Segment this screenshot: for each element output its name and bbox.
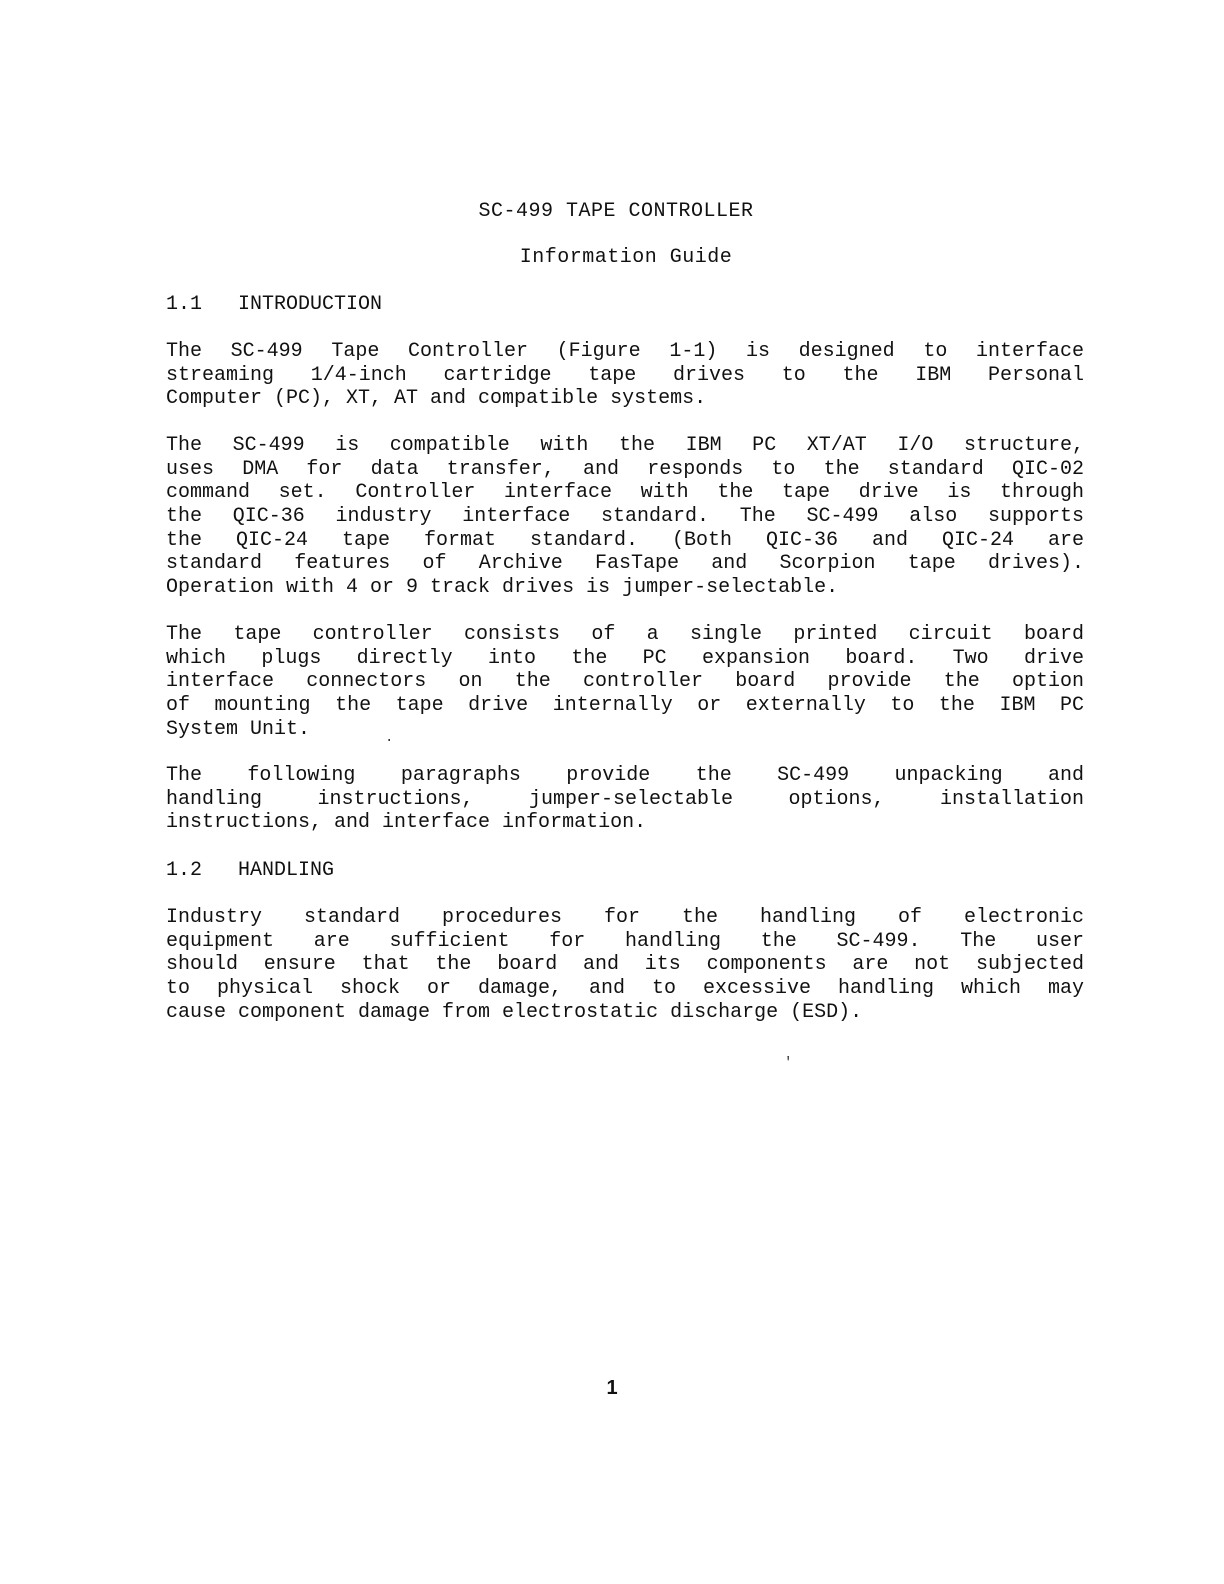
paragraph-intro-4 — [166, 764, 1084, 835]
paragraph-line: instructions, and interface information. — [166, 811, 647, 835]
paragraph-line: to physical shock or damage, and to excessive handling which may — [166, 977, 1084, 1001]
paragraph-intro-2 — [166, 434, 1084, 600]
paragraph-line: The SC-499 Tape Controller (Figure 1-1) is designed to interface — [166, 340, 1084, 363]
section-heading-introduction: 1.1 INTRODUCTION — [166, 293, 383, 316]
paragraph-line: the QIC-24 tape format standard. (Both QIC-36 and QIC-24 are — [166, 528, 1084, 552]
paragraph-line: The tape controller consists of a single printed circuit board — [166, 623, 1084, 646]
stray-tick-mark: ′ — [784, 1055, 793, 1071]
paragraph-line: The SC-499 is compatible with the IBM PC XT/AT I/O structure, — [166, 434, 1084, 457]
document-subtitle: Information Guide — [519, 246, 733, 269]
document-title: SC-499 TAPE CONTROLLER — [478, 200, 754, 223]
paragraph-line: Industry standard procedures for the handling of electronic — [166, 906, 1084, 929]
paragraph-line: should ensure that the board and its components are not subjected — [166, 953, 1084, 977]
paragraph-line: interface connectors on the controller board provide the option — [166, 670, 1084, 694]
paragraph-handling-1 — [166, 906, 1084, 1024]
paragraph-intro-3 — [166, 623, 1084, 741]
paragraph-line: streaming 1/4-inch cartridge tape drives to the IBM Personal — [166, 363, 1084, 387]
paragraph-line: equipment are sufficient for handling the SC-499. The user — [166, 929, 1084, 953]
paragraph-line: uses DMA for data transfer, and responds to the standard QIC-02 — [166, 457, 1084, 481]
paragraph-line: The following paragraphs provide the SC-499 unpacking and — [166, 764, 1084, 787]
paragraph-line: command set. Controller interface with the tape drive is through — [166, 481, 1084, 505]
paragraph-line: the QIC-36 industry interface standard. The SC-499 also supports — [166, 505, 1084, 529]
paragraph-line: Computer (PC), XT, AT and compatible systems. — [166, 387, 707, 411]
paragraph-intro-1 — [166, 340, 1084, 411]
paragraph-line: Operation with 4 or 9 track drives is jumper-selectable. — [166, 576, 839, 600]
page-number: 1 — [606, 1377, 618, 1399]
paragraph-line: which plugs directly into the PC expansion board. Two drive — [166, 646, 1084, 670]
paragraph-line: of mounting the tape drive internally or externally to the IBM PC — [166, 694, 1084, 718]
section-heading-handling: 1.2 HANDLING — [166, 859, 335, 882]
paragraph-line: handling instructions, jumper-selectable options, installation — [166, 787, 1084, 811]
paragraph-line: standard features of Archive FasTape and Scorpion tape drives). — [166, 552, 1084, 576]
paragraph-line: cause component damage from electrostatic discharge (ESD). — [166, 1000, 863, 1024]
paragraph-line: System Unit. — [166, 717, 311, 741]
stray-dot-mark: . — [385, 730, 394, 746]
